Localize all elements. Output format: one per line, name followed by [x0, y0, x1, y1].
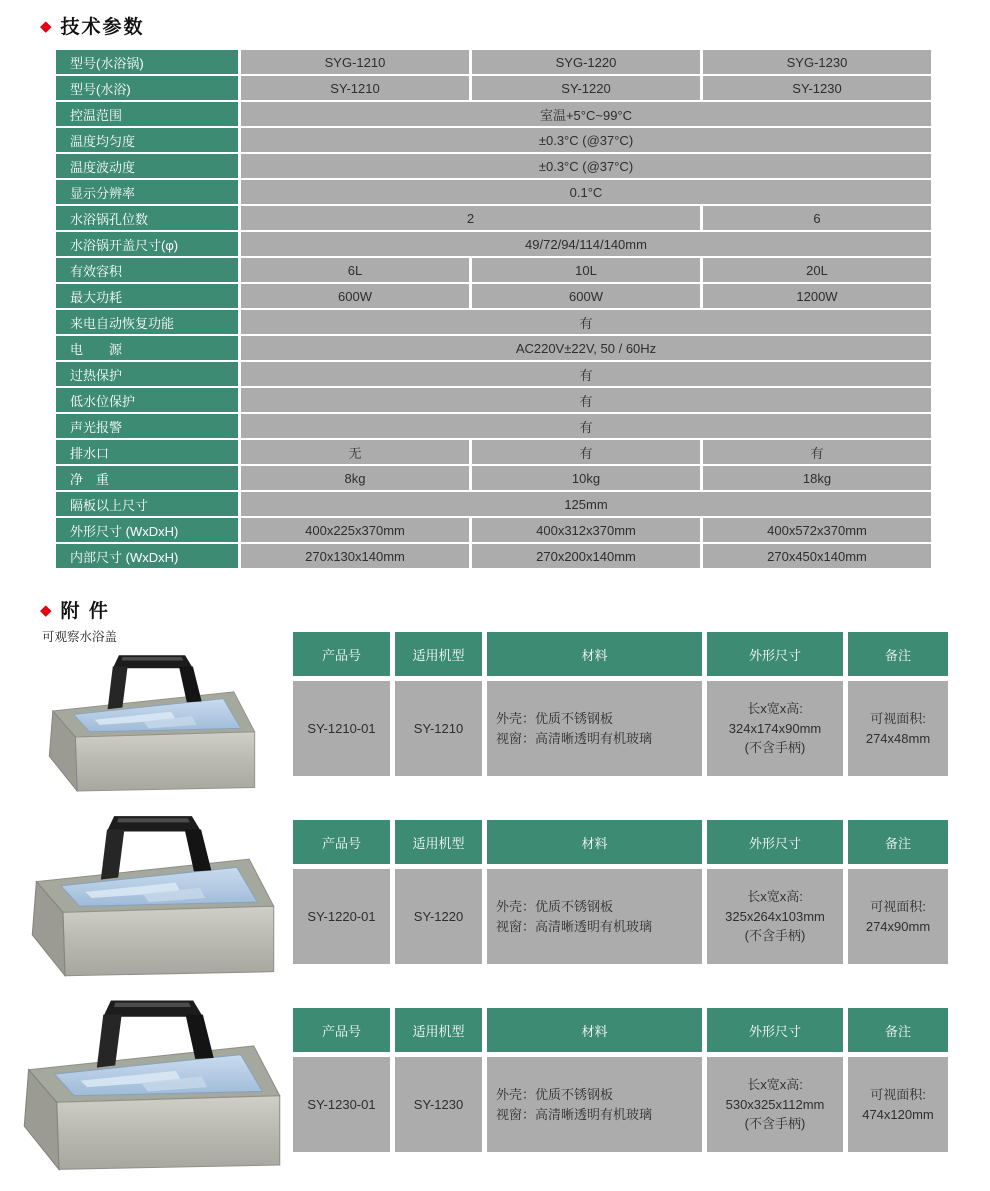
column-header: 外形尺寸 [707, 1008, 843, 1052]
tech-section-header [40, 12, 145, 39]
spec-row-label: 型号(水浴锅) [56, 50, 238, 74]
product-no-cell: SY-1230-01 [293, 1057, 390, 1152]
spec-row-label: 内部尺寸 (WxDxH) [56, 544, 238, 568]
spec-value-cell: 8kg [241, 466, 469, 490]
spec-value-cell: 无 [241, 440, 469, 464]
accessories-subtitle: 可观察水浴盖 [42, 630, 118, 644]
column-header: 适用机型 [395, 632, 482, 676]
product-photo-sy-1210-01 [26, 650, 278, 798]
spec-row-label: 控温范围 [56, 102, 238, 126]
spec-row-label: 温度均匀度 [56, 128, 238, 152]
diamond-bullet-icon: ◆ [40, 18, 52, 35]
spec-row-label: 过热保护 [56, 362, 238, 386]
spec-value-cell: 270x450x140mm [703, 544, 931, 568]
accessories-section-title: 附 件 [60, 601, 110, 622]
spec-row-label: 声光报警 [56, 414, 238, 438]
spec-row-label: 外形尺寸 (WxDxH) [56, 518, 238, 542]
spec-value-cell: 1200W [703, 284, 931, 308]
spec-value-cell: 有 [241, 310, 931, 334]
model-cell: SY-1210 [395, 681, 482, 776]
dimensions-cell: 长x宽x高: 324x174x90mm (不含手柄) [707, 681, 843, 776]
model-cell: SY-1220 [395, 869, 482, 964]
spec-value-cell: 20L [703, 258, 931, 282]
spec-row-label: 有效容积 [56, 258, 238, 282]
accessory-table [293, 632, 948, 776]
spec-value-cell: SYG-1210 [241, 50, 469, 74]
spec-value-cell: 10L [472, 258, 700, 282]
product-photo-sy-1230-01 [10, 994, 294, 1178]
column-header: 材料 [487, 820, 702, 864]
column-header: 备注 [848, 1008, 948, 1052]
spec-value-cell: 400x572x370mm [703, 518, 931, 542]
model-cell: SY-1230 [395, 1057, 482, 1152]
spec-row-label: 型号(水浴) [56, 76, 238, 100]
spec-value-cell: 2 [241, 206, 700, 230]
spec-value-cell: 有 [241, 414, 931, 438]
spec-value-cell: 10kg [472, 466, 700, 490]
remark-cell: 可视面积: 474x120mm [848, 1057, 948, 1152]
spec-row-label: 净 重 [56, 466, 238, 490]
column-header: 外形尺寸 [707, 820, 843, 864]
column-header: 适用机型 [395, 820, 482, 864]
spec-value-cell: 400x312x370mm [472, 518, 700, 542]
spec-row-label: 来电自动恢复功能 [56, 310, 238, 334]
accessory-table [293, 820, 948, 964]
column-header: 备注 [848, 820, 948, 864]
tech-section-title: 技术参数 [60, 17, 145, 38]
spec-row-label: 排水口 [56, 440, 238, 464]
spec-value-cell: 有 [241, 362, 931, 386]
spec-value-cell: ±0.3°C (@37°C) [241, 128, 931, 152]
spec-row-label: 显示分辨率 [56, 180, 238, 204]
spec-table [56, 50, 931, 568]
spec-value-cell: AC220V±22V, 50 / 60Hz [241, 336, 931, 360]
spec-row-label: 水浴锅开盖尺寸(φ) [56, 232, 238, 256]
spec-row-label: 电 源 [56, 336, 238, 360]
spec-value-cell: 0.1°C [241, 180, 931, 204]
spec-value-cell: ±0.3°C (@37°C) [241, 154, 931, 178]
column-header: 产品号 [293, 632, 390, 676]
accessory-table [293, 1008, 948, 1152]
column-header: 外形尺寸 [707, 632, 843, 676]
column-header: 材料 [487, 1008, 702, 1052]
product-no-cell: SY-1220-01 [293, 869, 390, 964]
spec-value-cell: 600W [241, 284, 469, 308]
spec-value-cell: 400x225x370mm [241, 518, 469, 542]
spec-row-label: 最大功耗 [56, 284, 238, 308]
column-header: 产品号 [293, 820, 390, 864]
material-cell: 外壳：优质不锈钢板 视窗：高清晰透明有机玻璃 [487, 681, 702, 776]
column-header: 备注 [848, 632, 948, 676]
spec-value-cell: SYG-1230 [703, 50, 931, 74]
column-header: 产品号 [293, 1008, 390, 1052]
spec-value-cell: 18kg [703, 466, 931, 490]
product-photo-sy-1220-01 [20, 810, 286, 984]
dimensions-cell: 长x宽x高: 325x264x103mm (不含手柄) [707, 869, 843, 964]
spec-row-label: 水浴锅孔位数 [56, 206, 238, 230]
spec-value-cell: SY-1230 [703, 76, 931, 100]
column-header: 材料 [487, 632, 702, 676]
spec-value-cell: SYG-1220 [472, 50, 700, 74]
spec-value-cell: SY-1220 [472, 76, 700, 100]
material-cell: 外壳：优质不锈钢板 视窗：高清晰透明有机玻璃 [487, 869, 702, 964]
diamond-bullet-icon: ◆ [40, 602, 52, 619]
spec-value-cell: 270x200x140mm [472, 544, 700, 568]
spec-value-cell: 600W [472, 284, 700, 308]
spec-row-label: 隔板以上尺寸 [56, 492, 238, 516]
dimensions-cell: 长x宽x高: 530x325x112mm (不含手柄) [707, 1057, 843, 1152]
spec-value-cell: 125mm [241, 492, 931, 516]
spec-value-cell: 有 [472, 440, 700, 464]
spec-value-cell: 49/72/94/114/140mm [241, 232, 931, 256]
spec-value-cell: 6 [703, 206, 931, 230]
product-no-cell: SY-1210-01 [293, 681, 390, 776]
spec-value-cell: 有 [241, 388, 931, 412]
remark-cell: 可视面积: 274x48mm [848, 681, 948, 776]
spec-row-label: 温度波动度 [56, 154, 238, 178]
spec-value-cell: 270x130x140mm [241, 544, 469, 568]
spec-value-cell: 有 [703, 440, 931, 464]
spec-row-label: 低水位保护 [56, 388, 238, 412]
material-cell: 外壳：优质不锈钢板 视窗：高清晰透明有机玻璃 [487, 1057, 702, 1152]
accessories-section-header [40, 596, 110, 623]
spec-value-cell: 室温+5°C~99°C [241, 102, 931, 126]
spec-value-cell: SY-1210 [241, 76, 469, 100]
column-header: 适用机型 [395, 1008, 482, 1052]
spec-value-cell: 6L [241, 258, 469, 282]
remark-cell: 可视面积: 274x90mm [848, 869, 948, 964]
